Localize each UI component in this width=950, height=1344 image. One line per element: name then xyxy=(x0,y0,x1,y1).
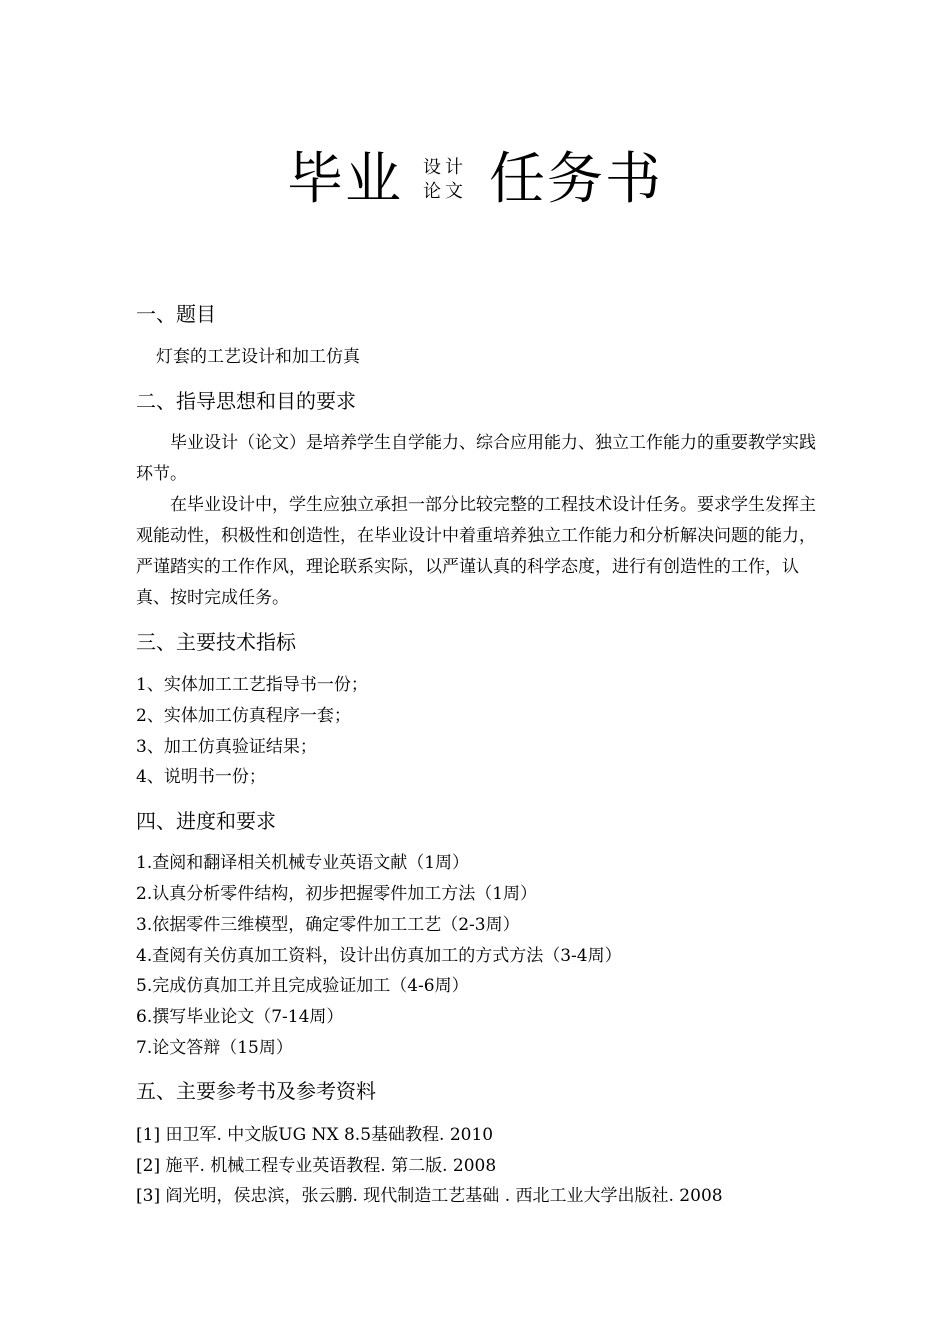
indicator-item: 2、实体加工仿真程序一套； xyxy=(136,706,351,726)
indicator-item: 1、实体加工工艺指导书一份； xyxy=(136,675,368,695)
reference-item: [3] 阎光明，侯忠滨，张云鹏. 现代制造工艺基础 . 西北工业大学出版社. 2008 xyxy=(136,1186,723,1206)
reference-item: [2] 施平. 机械工程专业英语教程. 第二版. 2008 xyxy=(136,1156,497,1176)
title-stack-top: 设计 xyxy=(423,157,467,178)
schedule-item: 3.依据零件三维模型，确定零件加工工艺（2-3周） xyxy=(136,915,520,935)
section-heading-references: 五、主要参考书及参考资料 xyxy=(136,1079,376,1103)
schedule-item: 5.完成仿真加工并且完成验证加工（4-6周） xyxy=(136,976,469,996)
reference-item: [1] 田卫军. 中文版UG NX 8.5基础教程. 2010 xyxy=(136,1125,494,1145)
schedule-item: 6.撰写毕业论文（7-14周） xyxy=(136,1007,344,1027)
title-stack-bottom: 论文 xyxy=(423,181,467,202)
schedule-item: 2.认真分析零件结构，初步把握零件加工方法（1周） xyxy=(136,884,538,904)
indicator-item: 3、加工仿真验证结果； xyxy=(136,737,317,757)
guidance-paragraph-2: 在毕业设计中，学生应独立承担一部分比较完整的工程技术设计任务。要求学生发挥主观能动性，积极性和创造性，在毕业设计中着重培养独立工作能力和分析解决问题的能力，严谨踏实的工作作风，理论联系实际，以严谨认真的科学态度，进行有创造性的工作，认真、按时完成任务。 xyxy=(136,495,816,608)
title-left: 毕业 xyxy=(287,147,403,212)
title-right: 任务书 xyxy=(489,147,663,212)
schedule-item: 7.论文答辩（15周） xyxy=(136,1038,293,1058)
section-heading-schedule: 四、进度和要求 xyxy=(136,809,276,833)
section-heading-indicators: 三、主要技术指标 xyxy=(136,630,296,654)
guidance-paragraph-1: 毕业设计（论文）是培养学生自学能力、综合应用能力、独立工作能力的重要教学实践环节。 xyxy=(136,433,816,484)
document-title xyxy=(0,140,950,220)
indicator-item: 4、说明书一份； xyxy=(136,767,266,787)
topic-text: 灯套的工艺设计和加工仿真 xyxy=(156,347,360,367)
section-heading-guidance: 二、指导思想和目的要求 xyxy=(136,389,356,413)
schedule-item: 4.查阅有关仿真加工资料，设计出仿真加工的方式方法（3-4周） xyxy=(136,946,622,966)
section-heading-topic: 一、题目 xyxy=(136,302,216,326)
title-stack xyxy=(423,156,467,204)
schedule-item: 1.查阅和翻译相关机械专业英语文献（1周） xyxy=(136,853,470,873)
